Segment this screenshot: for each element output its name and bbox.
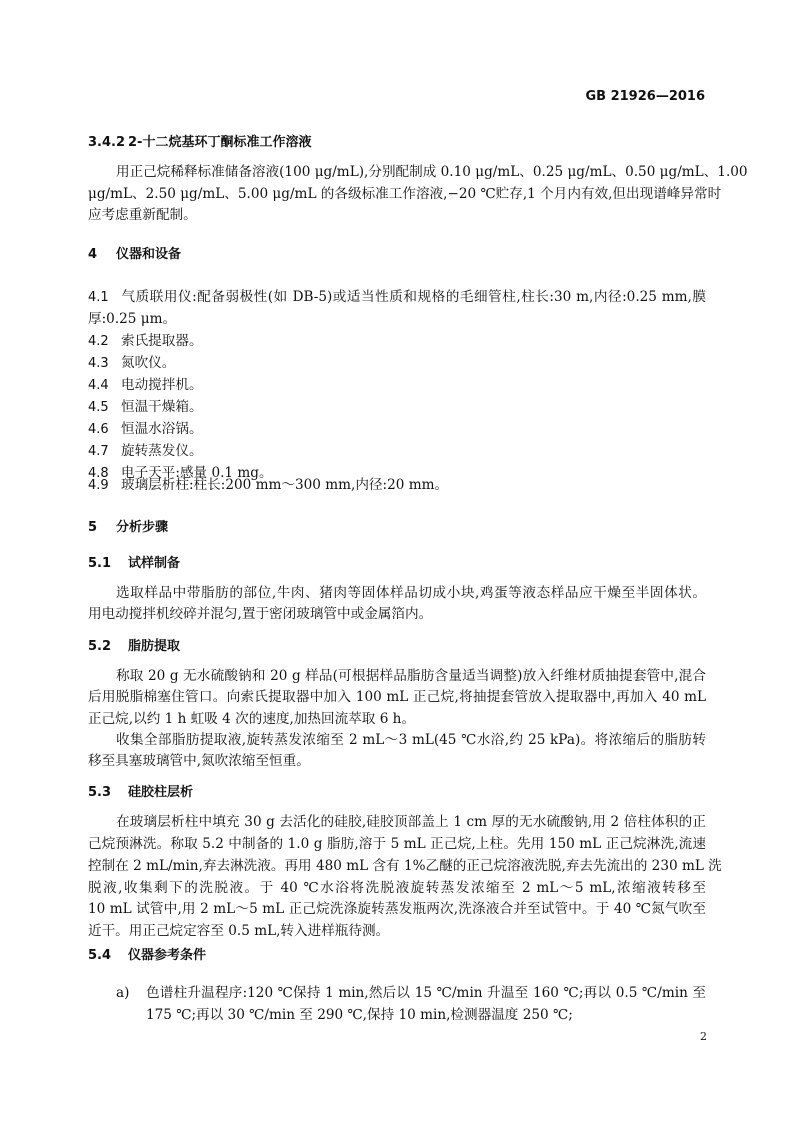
section-title: 硅胶柱层析 — [128, 785, 194, 800]
document-header: GB 21926—2016 — [585, 89, 705, 104]
item-text: 恒温干燥箱。 — [121, 399, 203, 415]
heading-5-1 — [88, 555, 706, 573]
section-title: 2-十二烷基环丁酮标准工作溶液 — [128, 135, 312, 150]
item-number: 4.3 — [88, 356, 109, 371]
paragraph-line: 近干。用正己烷定容至 0.5 mL,转入进样瓶待测。 — [88, 923, 390, 939]
paragraph-line: 选取样品中带脂肪的部位,牛肉、猪肉等固体样品切成小块,鸡蛋等液态样品应干燥至半固体状。 — [116, 585, 706, 601]
item-number: 4.2 — [88, 334, 109, 349]
list-item-4-6 — [88, 420, 706, 439]
item-number: 4.4 — [88, 378, 109, 393]
list-item-a-line: 175 ℃;再以 30 ℃/min 至 290 ℃,保持 10 min,检测器温度 250 ℃; — [146, 1007, 573, 1023]
section-title: 分析步骤 — [116, 520, 169, 535]
heading-5-2 — [88, 638, 706, 656]
section-title: 仪器和设备 — [116, 247, 182, 262]
item-number: 4.5 — [88, 400, 109, 415]
paragraph-line: 在玻璃层析柱中填充 30 g 去活化的硅胶,硅胶顶部盖上 1 cm 厚的无水硫酸钠,用 2 倍柱体积的正 — [116, 814, 706, 830]
paragraph-line: 10 mL 试管中,用 2 mL～5 mL 正己烷洗涤旋转蒸发瓶两次,洗涤液合并至试管中。于 40 ℃氮气吹至 — [88, 901, 706, 917]
paragraph-line: 收集全部脂肪提取液,旋转蒸发浓缩至 2 mL～3 mL(45 ℃水浴,约 25 kPa)。将浓缩后的脂肪转 — [116, 732, 706, 748]
item-text: 电动搅拌机。 — [121, 377, 203, 393]
heading-5-4 — [88, 947, 706, 965]
item-text: 恒温水浴锅。 — [121, 421, 203, 437]
item-text: 电子天平:感量 0.1 mg。 — [121, 465, 273, 481]
section-number: 5.4 — [88, 948, 112, 963]
section-number: 5.3 — [88, 785, 112, 800]
list-item-a-line: 色谱柱升温程序:120 ℃保持 1 min,然后以 15 ℃/min 升温至 160 ℃;再以 0.5 ℃/min 至 — [146, 985, 706, 1001]
section-title: 试样制备 — [128, 556, 181, 571]
section-title: 仪器参考条件 — [128, 948, 207, 963]
paragraph-line: 用电动搅拌机绞碎并混匀,置于密闭玻璃管中或金属箔内。 — [88, 606, 433, 622]
paragraph-line: 正己烷,以约 1 h 虹吸 4 次的速度,加热回流萃取 6 h。 — [88, 711, 416, 727]
paragraph-line: 称取 20 g 无水硫酸钠和 20 g 样品(可根据样品脂肪含量适当调整)放入纤维材质抽提套管中,混合 — [116, 668, 706, 684]
section-number: 5 — [88, 520, 98, 535]
paragraph-line: 后用脱脂棉塞住管口。向索氏提取器中加入 100 mL 正己烷,将抽提套管放入提取器中,再加入 40 mL — [88, 689, 706, 705]
paragraph-line: 己烷预淋洗。称取 5.2 中制备的 1.0 g 脂肪,溶于 5 mL 正己烷,上柱。先用 150 mL 正己烷淋洗,流速 — [88, 836, 706, 852]
list-item-4-5 — [88, 398, 706, 417]
paragraph-line: 应考虑重新配制。 — [88, 207, 197, 223]
item-text: 旋转蒸发仪。 — [121, 443, 203, 459]
list-item-4-3 — [88, 354, 706, 373]
item-number: 4.7 — [88, 444, 109, 459]
item-number: 4.8 — [88, 466, 109, 481]
item-number: 4.6 — [88, 422, 109, 437]
paragraph-line: 用正己烷稀释标准储备溶液(100 μg/mL),分别配制成 0.10 μg/mL、0.25 μg/mL、0.50 μg/mL、1.00 — [116, 164, 748, 180]
paragraph-line: 脱液,收集剩下的洗脱液。于 40 ℃水浴将洗脱液旋转蒸发浓缩至 2 mL～5 mL,浓缩液转移至 — [88, 880, 706, 896]
paragraph-line: 控制在 2 mL/min,弃去淋洗液。再用 480 mL 含有 1%乙醚的正己烷溶液洗脱,弃去先流出的 230 mL 洗 — [88, 858, 722, 874]
paragraph-line: 移至具塞玻璃管中,氮吹浓缩至恒重。 — [88, 753, 310, 769]
item-number: 4.1 — [88, 290, 109, 305]
heading-4 — [88, 246, 706, 264]
item-text: 气质联用仪:配备弱极性(如 DB-5)或适当性质和规格的毛细管柱,柱长:30 m,内径:0.25 mm,膜 — [121, 289, 706, 305]
list-item-4-7 — [88, 442, 706, 461]
section-title: 脂肪提取 — [128, 639, 181, 654]
list-item-continuation: 厚:0.25 μm。 — [88, 311, 177, 327]
paragraph-line: μg/mL、2.50 μg/mL、5.00 μg/mL 的各级标准工作溶液,−20 ℃贮存,1 个月内有效,但出现谱峰异常时 — [88, 186, 722, 202]
list-item-4-4 — [88, 376, 706, 395]
section-number: 5.2 — [88, 639, 112, 654]
heading-5-3 — [88, 784, 706, 802]
section-number: 3.4.2 — [88, 135, 126, 150]
item-text: 玻璃层析柱:柱长:200 mm～300 mm,内径:20 mm。 — [121, 477, 449, 493]
section-number: 5.1 — [88, 556, 112, 571]
heading-5 — [88, 519, 706, 537]
heading-3-4-2 — [88, 134, 706, 152]
list-item-4-2 — [88, 332, 706, 351]
page-number: 2 — [700, 1030, 707, 1043]
item-number: 4.9 — [88, 478, 109, 493]
section-number: 4 — [88, 247, 98, 262]
list-item-4-9 — [88, 476, 706, 495]
item-text: 索氏提取器。 — [121, 333, 203, 349]
list-item-4-1 — [88, 288, 706, 307]
list-label-a: a) — [116, 985, 130, 1001]
item-text: 氮吹仪。 — [121, 355, 176, 371]
